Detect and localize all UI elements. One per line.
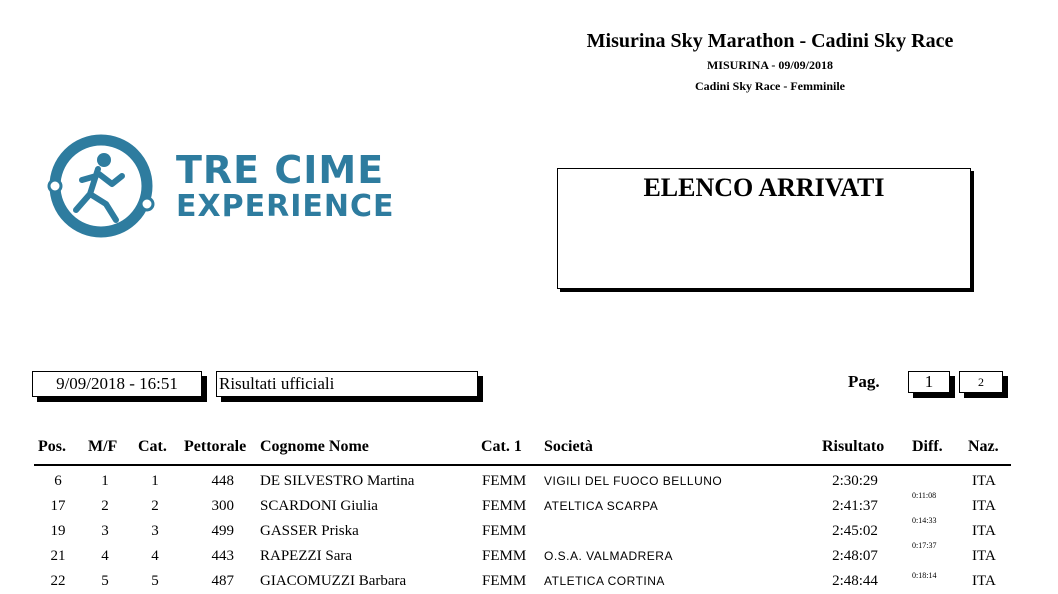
- cell-result: 2:41:37: [832, 498, 878, 514]
- cell-mf: 5: [101, 573, 109, 589]
- cell-pos: 21: [50, 548, 66, 564]
- cell-bib: 448: [211, 473, 234, 489]
- cell-cat1: FEMM: [482, 573, 527, 589]
- cell-cat1: FEMM: [482, 473, 527, 489]
- table-row: [0, 569, 1058, 589]
- cell-team: ATLETICA CORTINA: [544, 574, 665, 588]
- cell-bib: 487: [211, 573, 234, 589]
- report-title: ELENCO ARRIVATI: [643, 173, 885, 202]
- page-label: Pag.: [848, 372, 880, 391]
- cell-cat: 3: [151, 523, 159, 539]
- cell-diff: 0:11:08: [912, 491, 937, 500]
- cell-diff: 0:17:37: [912, 541, 937, 550]
- cell-team: ATELTICA SCARPA: [544, 499, 659, 513]
- col-header-naz: Naz.: [968, 438, 999, 455]
- page-number: 1: [908, 371, 950, 393]
- cell-name: GASSER Priska: [260, 523, 359, 539]
- event-subtitle: MISURINA - 09/09/2018: [706, 58, 833, 72]
- cell-result: 2:30:29: [832, 473, 878, 489]
- page-total: 2: [959, 371, 1003, 393]
- table-row: [0, 541, 1058, 569]
- cell-cat: 5: [151, 573, 159, 589]
- header-rule: [34, 464, 1011, 466]
- cell-bib: 443: [211, 548, 234, 564]
- logo-text-tre-cime: TRE CIME: [176, 148, 385, 192]
- cell-name: DE SILVESTRO Martina: [260, 473, 415, 489]
- table-row: [0, 516, 1058, 544]
- cell-pos: 22: [50, 573, 66, 589]
- cell-pos: 19: [50, 523, 66, 539]
- col-header-diff: Diff.: [912, 438, 943, 455]
- cell-result: 2:48:44: [832, 573, 878, 589]
- col-header-name: Cognome Nome: [260, 438, 369, 455]
- cell-cat1: FEMM: [482, 523, 527, 539]
- table-row: [0, 469, 1058, 494]
- cell-result: 2:48:07: [832, 548, 878, 564]
- cell-cat: 2: [151, 498, 159, 514]
- cell-team: VIGILI DEL FUOCO BELLUNO: [544, 474, 723, 488]
- cell-bib: 499: [211, 523, 234, 539]
- race-category: Cadini Sky Race - Femminile: [695, 79, 845, 93]
- col-header-pos: Pos.: [38, 438, 66, 455]
- cell-mf: 1: [101, 473, 109, 489]
- cell-diff: 0:14:33: [912, 516, 937, 525]
- event-title: Misurina Sky Marathon - Cadini Sky Race: [586, 30, 954, 52]
- col-header-mf: M/F: [88, 438, 118, 455]
- report-title-box: [557, 168, 971, 289]
- runner-ring-icon: [46, 134, 156, 238]
- cell-name: RAPEZZI Sara: [260, 548, 353, 564]
- cell-pos: 17: [50, 498, 66, 514]
- cell-mf: 2: [101, 498, 109, 514]
- cell-pos: 6: [54, 473, 62, 489]
- results-status: Risultati ufficiali: [216, 371, 478, 397]
- cell-cat: 1: [151, 473, 159, 489]
- cell-naz: ITA: [972, 573, 996, 589]
- logo-text-experience: EXPERIENCE: [176, 189, 395, 224]
- cell-cat1: FEMM: [482, 548, 527, 564]
- col-header-cat1: Cat. 1: [481, 438, 522, 455]
- col-header-cat: Cat.: [138, 438, 167, 455]
- table-row: [0, 491, 1058, 519]
- cell-result: 2:45:02: [832, 523, 878, 539]
- col-header-result: Risultato: [822, 438, 885, 455]
- cell-mf: 3: [101, 523, 109, 539]
- tre-cime-logo: [40, 128, 410, 248]
- col-header-team: Società: [544, 438, 593, 455]
- cell-cat: 4: [151, 548, 159, 564]
- cell-naz: ITA: [972, 548, 996, 564]
- cell-name: GIACOMUZZI Barbara: [260, 573, 407, 589]
- cell-naz: ITA: [972, 473, 996, 489]
- print-datetime: 9/09/2018 - 16:51: [32, 371, 202, 397]
- cell-diff: 0:18:14: [912, 571, 937, 580]
- cell-mf: 4: [101, 548, 109, 564]
- cell-team: O.S.A. VALMADRERA: [544, 549, 673, 563]
- col-header-bib: Pettorale: [184, 438, 247, 455]
- cell-naz: ITA: [972, 523, 996, 539]
- cell-name: SCARDONI Giulia: [260, 498, 378, 514]
- cell-cat1: FEMM: [482, 498, 527, 514]
- cell-naz: ITA: [972, 498, 996, 514]
- cell-bib: 300: [211, 498, 234, 514]
